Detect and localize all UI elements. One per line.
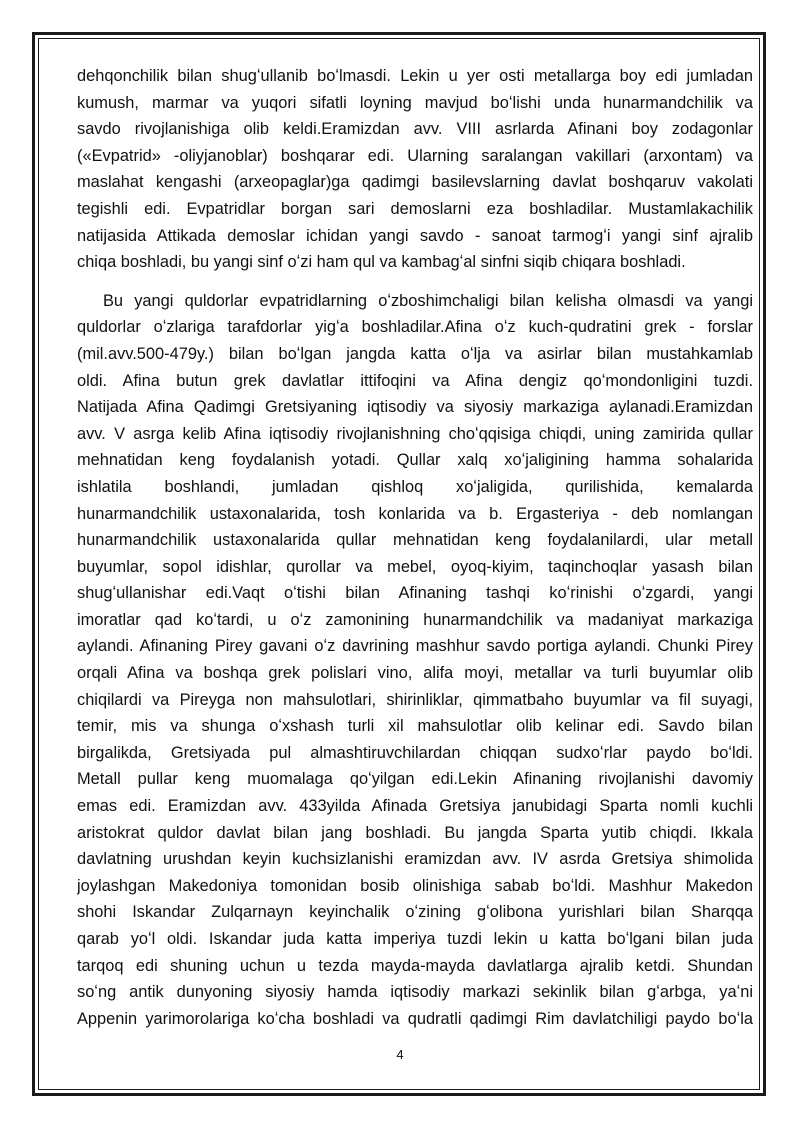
text-line: orqali Afina va boshqa grek polislari vino, alifa moyi, metallar va turli buyumlar olib	[77, 664, 753, 683]
text-line: shugʻullanishar edi.Vaqt oʻtishi bilan Afinaning tashqi koʻrinishi oʻzgardi, yangi	[77, 584, 753, 603]
text-line: davlatning urushdan keyin kuchsizlanishi eramizdan avv. IV asrda Gretsiya shimolida	[77, 850, 753, 869]
text-line: shohi Iskandar Zulqarnayn keyinchalik oʻzining gʻolibona yurishlari bilan Sharqqa	[77, 903, 753, 922]
text-line: hunarmandchilik ustaxonalarida, tosh konlarida va b. Ergasteriya - deb nomlangan	[77, 504, 753, 523]
text-line: natijasida Attikada demoslar ichidan yangi savdo - sanoat tarmogʻi yangi sinf ajralib	[77, 226, 753, 245]
text-line: avv. V asrga kelib Afina iqtisodiy rivojlanishning choʻqqisiga chiqdi, uning zamirida qullar	[77, 424, 753, 443]
paragraph-spacer	[77, 276, 753, 288]
text-line: Metall pullar keng muomalaga qoʻyilgan edi.Lekin Afinaning rivojlanishi davomiy	[77, 770, 753, 789]
document-body	[77, 63, 753, 1032]
text-line: quldorlar oʻzlariga tarafdorlar yigʻa boshladilar.Afina oʻz kuch-qudratini grek - forslar	[77, 318, 753, 337]
text-line: chiqa boshladi, bu yangi sinf oʻzi ham qul va kambagʻal sinfni siqib chiqara boshladi.	[77, 253, 686, 272]
page-number: 4	[396, 1047, 404, 1062]
paragraph-1	[77, 63, 753, 276]
text-line: mehnatidan keng foydalanish yotadi. Qullar xalq xoʻjaligining hamma sohalarida	[77, 451, 753, 470]
text-line: hunarmandchilik ustaxonalarida qullar mehnatidan keng foydalanilardi, ular metall	[77, 531, 753, 550]
text-line: ishlatila boshlandi, jumladan qishloq xoʻjaligida, qurilishida, kemalarda	[77, 477, 753, 496]
text-line: aylandi. Afinaning Pirey gavani oʻz davrining mashhur savdo portiga aylandi. Chunki Pirey	[77, 637, 753, 656]
text-line: kumush, marmar va yuqori sifatli loyning mavjud boʻlishi unda hunarmandchilik va	[77, 93, 753, 112]
text-line: buyumlar, sopol idishlar, qurollar va mebel, oyoq-kiyim, taqinchoqlar yasash bilan	[77, 557, 753, 576]
text-line: qarab yoʻl oldi. Iskandar juda katta imperiya tuzdi lekin u katta boʻlgani bilan juda	[77, 930, 753, 948]
text-line: oldi. Afina butun grek davlatlar ittifoqini va Afina dengiz qoʻmondonligini tuzdi.	[77, 371, 753, 390]
paragraph-2	[77, 288, 753, 1033]
text-line: (mil.avv.500-479y.) bilan boʻlgan jangda katta oʻlja va asirlar bilan mustahkamlab	[77, 344, 753, 363]
text-line: Bu yangi quldorlar evpatridlarning oʻzboshimchaligi bilan kelisha olmasdi va yangi	[103, 291, 753, 310]
text-line: tegishli edi. Evpatridlar borgan sari demoslarni eza boshladilar. Mustamlakachilik	[77, 199, 753, 218]
text-line: temir, mis va shunga oʻxshash turli xil mahsulotlar olib kelinar edi. Savdo bilan	[77, 717, 753, 736]
text-line: soʻng antik dunyoning siyosiy hamda iqtisodiy markazi sekinlik bilan gʻarbga, yaʻni	[77, 983, 753, 1002]
text-line: Natijada Afina Qadimgi Gretsiyaning iqtisodiy va siyosiy markaziga aylanadi.Eramizdan	[77, 398, 753, 417]
text-line: Appenin yarimorolariga koʻcha boshladi va qudratli qadimgi Rim davlatchiligi paydo boʻla	[77, 1009, 753, 1028]
text-line: dehqonchilik bilan shugʻullanib boʻlmasdi. Lekin u yer osti metallarga boy edi jumladan	[77, 67, 753, 85]
text-line: chiqilardi va Pireyga non mahsulotlari, shirinliklar, qimmatbaho buyumlar va fil suyagi,	[77, 690, 753, 709]
text-line: imoratlar qad koʻtardi, u oʻz zamonining hunarmandchilik va madaniyat markaziga	[77, 610, 753, 629]
text-line: joylashgan Makedoniya tomonidan bosib olinishiga sabab boʻldi. Mashhur Makedon	[77, 876, 753, 895]
text-line: («Evpatrid» -oliyjanoblar) boshqarar edi. Ularning saralangan vakillari (arxontam) va	[77, 146, 753, 165]
text-line: maslahat kengashi (arxeopaglar)ga qadimgi basilevslarning davlat boshqaruv vakolati	[77, 173, 753, 192]
text-line: birgalikda, Gretsiyada pul almashtiruvchilardan chiqqan sudxoʻrlar paydo boʻldi.	[77, 743, 753, 762]
text-line: aristokrat quldor davlat bilan jang boshladi. Bu jangda Sparta yutib chiqdi. Ikkala	[77, 823, 753, 842]
text-line: emas edi. Eramizdan avv. 433yilda Afinada Gretsiya janubidagi Sparta nomli kuchli	[77, 797, 753, 816]
text-line: savdo rivojlanishiga olib keldi.Eramizdan avv. VIII asrlarda Afinani boy zodagonlar	[77, 120, 753, 139]
text-line: tarqoq edi shuning uchun u tezda mayda-mayda davlatlarga ajralib ketdi. Shundan	[77, 956, 753, 975]
